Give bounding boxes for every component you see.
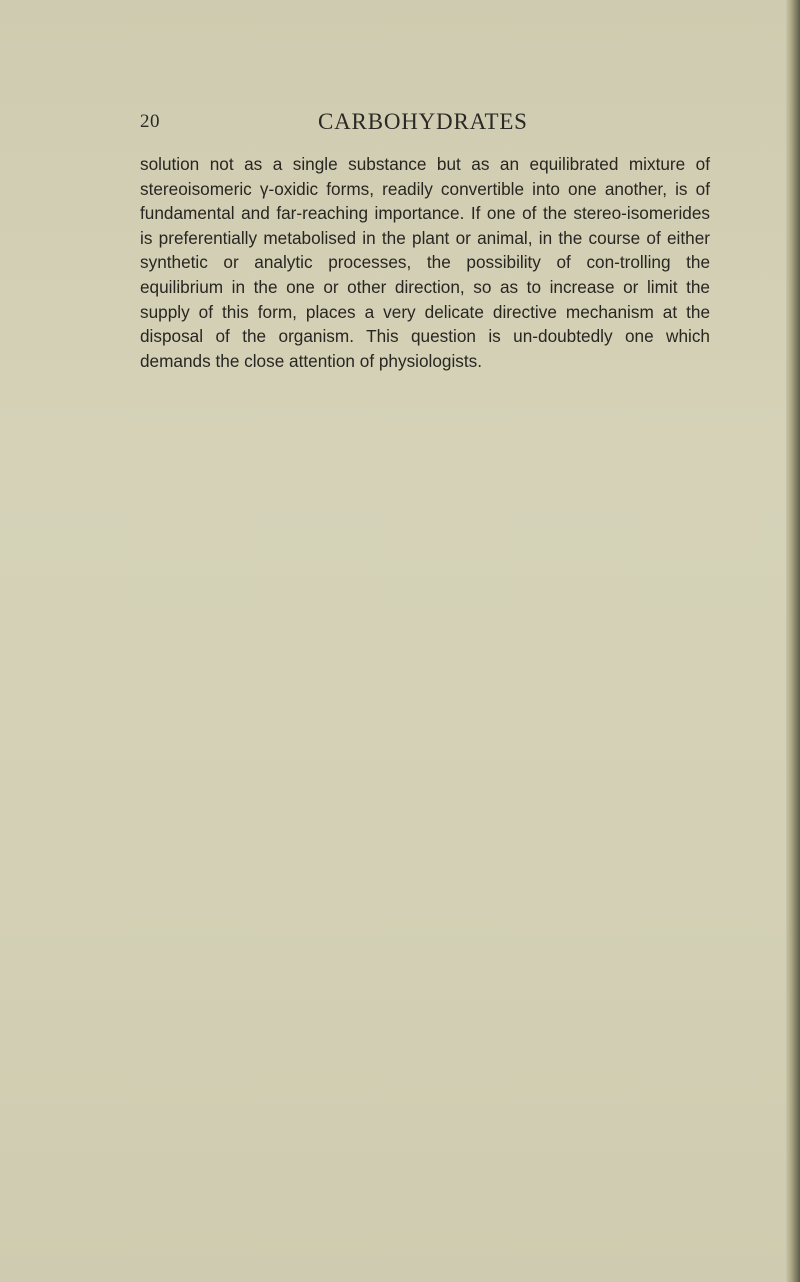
page-number: 20	[140, 111, 160, 132]
page-edge-shadow	[786, 0, 800, 1282]
page-header	[0, 109, 786, 139]
body-paragraph: solution not as a single substance but as an equilibrated mixture of stereoisomeric γ-oxidic forms, readily convertible into one another, is of fundamental and far-reaching importance. If one of the stereo-isomerides is preferentially metabolised in the plant or animal, in the course of either synthetic or analytic processes, the possibility of con-trolling the equilibrium in the one or other direction, so as to increase or limit the supply of this form, places a very delicate directive mechanism at the disposal of the organism. This question is un-doubtedly one which demands the close attention of physiologists.	[140, 154, 710, 371]
running-title: CARBOHYDRATES	[318, 109, 528, 134]
